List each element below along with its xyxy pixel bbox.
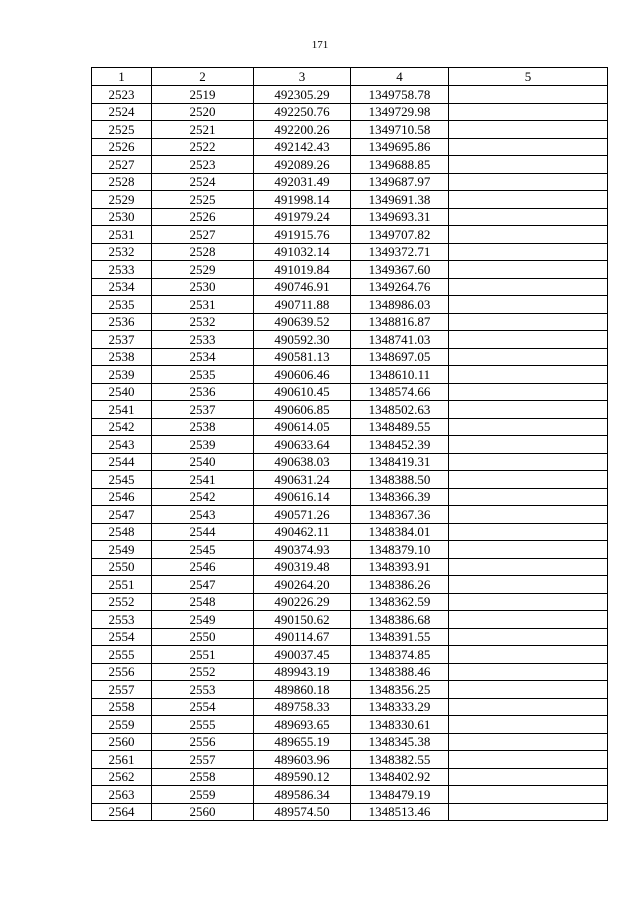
table-cell-col-3: 490592.30 <box>254 331 351 349</box>
table-row <box>92 471 608 489</box>
table-row <box>92 261 608 279</box>
table-row <box>92 208 608 226</box>
table-cell-col-1: 2527 <box>92 156 152 174</box>
table-cell-col-3: 491032.14 <box>254 243 351 261</box>
table-body <box>92 86 608 821</box>
table-cell-col-3: 490374.93 <box>254 541 351 559</box>
table-cell-col-4: 1348452.39 <box>351 436 449 454</box>
table-cell-col-4: 1348502.63 <box>351 401 449 419</box>
table-row <box>92 453 608 471</box>
table-row <box>92 751 608 769</box>
table-cell-col-5 <box>449 576 608 594</box>
table-cell-col-3: 490114.67 <box>254 628 351 646</box>
table-cell-col-5 <box>449 716 608 734</box>
table-cell-col-3: 490606.46 <box>254 366 351 384</box>
table-row <box>92 138 608 156</box>
table-cell-col-4: 1348513.46 <box>351 803 449 821</box>
table-cell-col-2: 2557 <box>152 751 254 769</box>
table-cell-col-1: 2559 <box>92 716 152 734</box>
table-row <box>92 628 608 646</box>
table-row <box>92 611 608 629</box>
table-cell-col-2: 2551 <box>152 646 254 664</box>
table-cell-col-2: 2558 <box>152 768 254 786</box>
table-cell-col-3: 489590.12 <box>254 768 351 786</box>
table-row <box>92 401 608 419</box>
table-cell-col-4: 1349688.85 <box>351 156 449 174</box>
table-cell-col-3: 489586.34 <box>254 786 351 804</box>
table-cell-col-1: 2529 <box>92 191 152 209</box>
table-cell-col-5 <box>449 628 608 646</box>
table-cell-col-1: 2541 <box>92 401 152 419</box>
table-cell-col-3: 490037.45 <box>254 646 351 664</box>
table-cell-col-2: 2556 <box>152 733 254 751</box>
table-row <box>92 383 608 401</box>
table-cell-col-3: 491915.76 <box>254 226 351 244</box>
table-cell-col-5 <box>449 348 608 366</box>
table-cell-col-3: 489655.19 <box>254 733 351 751</box>
table-cell-col-1: 2556 <box>92 663 152 681</box>
table-cell-col-1: 2537 <box>92 331 152 349</box>
table-cell-col-4: 1349367.60 <box>351 261 449 279</box>
table-cell-col-4: 1348402.92 <box>351 768 449 786</box>
table-cell-col-4: 1348366.39 <box>351 488 449 506</box>
table-cell-col-3: 492305.29 <box>254 86 351 104</box>
table-cell-col-5 <box>449 226 608 244</box>
table-cell-col-2: 2550 <box>152 628 254 646</box>
column-header-2: 2 <box>152 68 254 86</box>
table-cell-col-2: 2531 <box>152 296 254 314</box>
table-cell-col-5 <box>449 243 608 261</box>
table-cell-col-3: 492200.26 <box>254 121 351 139</box>
table-cell-col-3: 492250.76 <box>254 103 351 121</box>
table-cell-col-2: 2528 <box>152 243 254 261</box>
table-cell-col-1: 2557 <box>92 681 152 699</box>
table-cell-col-4: 1348384.01 <box>351 523 449 541</box>
table-row <box>92 366 608 384</box>
table-row <box>92 681 608 699</box>
table-row <box>92 488 608 506</box>
table-cell-col-2: 2535 <box>152 366 254 384</box>
table-row <box>92 86 608 104</box>
table-cell-col-1: 2558 <box>92 698 152 716</box>
table-cell-col-3: 489574.50 <box>254 803 351 821</box>
table-row <box>92 418 608 436</box>
table-row <box>92 173 608 191</box>
table-cell-col-2: 2549 <box>152 611 254 629</box>
table-cell-col-3: 492142.43 <box>254 138 351 156</box>
table-cell-col-1: 2540 <box>92 383 152 401</box>
table-cell-col-5 <box>449 768 608 786</box>
column-header-4: 4 <box>351 68 449 86</box>
table-cell-col-1: 2564 <box>92 803 152 821</box>
table-cell-col-3: 489693.65 <box>254 716 351 734</box>
table-row <box>92 523 608 541</box>
table-cell-col-2: 2543 <box>152 506 254 524</box>
table-cell-col-4: 1348388.46 <box>351 663 449 681</box>
table-cell-col-4: 1348986.03 <box>351 296 449 314</box>
table-cell-col-3: 490711.88 <box>254 296 351 314</box>
table-cell-col-2: 2536 <box>152 383 254 401</box>
table-cell-col-4: 1348816.87 <box>351 313 449 331</box>
table-cell-col-1: 2532 <box>92 243 152 261</box>
table-cell-col-2: 2537 <box>152 401 254 419</box>
table-cell-col-4: 1349695.86 <box>351 138 449 156</box>
column-header-3: 3 <box>254 68 351 86</box>
table-cell-col-4: 1348479.19 <box>351 786 449 804</box>
table-cell-col-2: 2545 <box>152 541 254 559</box>
table-cell-col-1: 2560 <box>92 733 152 751</box>
table-cell-col-1: 2523 <box>92 86 152 104</box>
table-cell-col-4: 1348386.26 <box>351 576 449 594</box>
table-row <box>92 103 608 121</box>
table-cell-col-4: 1348574.66 <box>351 383 449 401</box>
table-cell-col-4: 1348374.85 <box>351 646 449 664</box>
table-row <box>92 191 608 209</box>
table-cell-col-5 <box>449 261 608 279</box>
table-cell-col-4: 1348419.31 <box>351 453 449 471</box>
table-cell-col-2: 2529 <box>152 261 254 279</box>
table-cell-col-5 <box>449 541 608 559</box>
table-cell-col-4: 1348333.29 <box>351 698 449 716</box>
table-cell-col-3: 490610.45 <box>254 383 351 401</box>
table-cell-col-1: 2543 <box>92 436 152 454</box>
table-cell-col-5 <box>449 751 608 769</box>
table-cell-col-5 <box>449 698 608 716</box>
table-cell-col-3: 492089.26 <box>254 156 351 174</box>
table-cell-col-4: 1348330.61 <box>351 716 449 734</box>
table-cell-col-2: 2532 <box>152 313 254 331</box>
table-row <box>92 243 608 261</box>
table-cell-col-2: 2527 <box>152 226 254 244</box>
table-cell-col-1: 2562 <box>92 768 152 786</box>
table-cell-col-2: 2519 <box>152 86 254 104</box>
table-cell-col-3: 489758.33 <box>254 698 351 716</box>
table-cell-col-1: 2524 <box>92 103 152 121</box>
table-cell-col-4: 1349729.98 <box>351 103 449 121</box>
table-cell-col-4: 1349710.58 <box>351 121 449 139</box>
table-cell-col-5 <box>449 401 608 419</box>
table-cell-col-2: 2534 <box>152 348 254 366</box>
table-cell-col-4: 1348697.05 <box>351 348 449 366</box>
table-cell-col-2: 2530 <box>152 278 254 296</box>
table-cell-col-1: 2561 <box>92 751 152 769</box>
table-cell-col-5 <box>449 593 608 611</box>
table-cell-col-5 <box>449 86 608 104</box>
table-cell-col-3: 490606.85 <box>254 401 351 419</box>
table-cell-col-5 <box>449 733 608 751</box>
table-cell-col-1: 2553 <box>92 611 152 629</box>
table-row <box>92 646 608 664</box>
table-cell-col-5 <box>449 331 608 349</box>
table-cell-col-4: 1348356.25 <box>351 681 449 699</box>
table-cell-col-1: 2546 <box>92 488 152 506</box>
table-cell-col-3: 490319.48 <box>254 558 351 576</box>
table-row <box>92 506 608 524</box>
table-cell-col-3: 489943.19 <box>254 663 351 681</box>
table-cell-col-2: 2541 <box>152 471 254 489</box>
table-cell-col-2: 2539 <box>152 436 254 454</box>
table-row <box>92 226 608 244</box>
table-cell-col-1: 2544 <box>92 453 152 471</box>
table-cell-col-2: 2522 <box>152 138 254 156</box>
table-cell-col-1: 2539 <box>92 366 152 384</box>
table-cell-col-1: 2528 <box>92 173 152 191</box>
table-cell-col-3: 492031.49 <box>254 173 351 191</box>
table-row <box>92 331 608 349</box>
table-row <box>92 663 608 681</box>
table-row <box>92 313 608 331</box>
table-cell-col-3: 490150.62 <box>254 611 351 629</box>
table-cell-col-4: 1348388.50 <box>351 471 449 489</box>
table-cell-col-5 <box>449 803 608 821</box>
table-cell-col-1: 2563 <box>92 786 152 804</box>
table-cell-col-4: 1348367.36 <box>351 506 449 524</box>
table-row <box>92 698 608 716</box>
table-cell-col-1: 2526 <box>92 138 152 156</box>
table-cell-col-5 <box>449 191 608 209</box>
table-cell-col-5 <box>449 121 608 139</box>
table-cell-col-5 <box>449 471 608 489</box>
table-cell-col-2: 2555 <box>152 716 254 734</box>
table-cell-col-1: 2550 <box>92 558 152 576</box>
table-cell-col-5 <box>449 453 608 471</box>
table-cell-col-3: 490571.26 <box>254 506 351 524</box>
table-cell-col-5 <box>449 313 608 331</box>
table-cell-col-2: 2525 <box>152 191 254 209</box>
table-cell-col-1: 2535 <box>92 296 152 314</box>
column-header-5: 5 <box>449 68 608 86</box>
table-cell-col-2: 2520 <box>152 103 254 121</box>
table-cell-col-5 <box>449 558 608 576</box>
table-cell-col-2: 2554 <box>152 698 254 716</box>
table-cell-col-5 <box>449 663 608 681</box>
table-cell-col-3: 490746.91 <box>254 278 351 296</box>
table-cell-col-2: 2559 <box>152 786 254 804</box>
table-cell-col-5 <box>449 646 608 664</box>
table-cell-col-1: 2552 <box>92 593 152 611</box>
table-cell-col-3: 490633.64 <box>254 436 351 454</box>
table-cell-col-4: 1348379.10 <box>351 541 449 559</box>
table-cell-col-3: 490639.52 <box>254 313 351 331</box>
table-cell-col-3: 490616.14 <box>254 488 351 506</box>
table-cell-col-1: 2551 <box>92 576 152 594</box>
table-cell-col-4: 1348610.11 <box>351 366 449 384</box>
table-cell-col-4: 1348741.03 <box>351 331 449 349</box>
table-cell-col-4: 1349758.78 <box>351 86 449 104</box>
table-row <box>92 593 608 611</box>
table-cell-col-3: 489603.96 <box>254 751 351 769</box>
table-cell-col-5 <box>449 208 608 226</box>
table-row <box>92 296 608 314</box>
table-cell-col-2: 2546 <box>152 558 254 576</box>
table-cell-col-4: 1349693.31 <box>351 208 449 226</box>
table-row <box>92 786 608 804</box>
table-cell-col-1: 2538 <box>92 348 152 366</box>
table-cell-col-3: 490226.29 <box>254 593 351 611</box>
table-cell-col-3: 491979.24 <box>254 208 351 226</box>
table-cell-col-1: 2531 <box>92 226 152 244</box>
table-cell-col-3: 491019.84 <box>254 261 351 279</box>
table-cell-col-1: 2547 <box>92 506 152 524</box>
table-cell-col-1: 2533 <box>92 261 152 279</box>
table-cell-col-4: 1348489.55 <box>351 418 449 436</box>
table-cell-col-5 <box>449 278 608 296</box>
table-cell-col-5 <box>449 156 608 174</box>
table-cell-col-5 <box>449 296 608 314</box>
table-cell-col-5 <box>449 488 608 506</box>
table-cell-col-5 <box>449 506 608 524</box>
table-cell-col-1: 2536 <box>92 313 152 331</box>
table-cell-col-3: 491998.14 <box>254 191 351 209</box>
table-cell-col-2: 2542 <box>152 488 254 506</box>
table-cell-col-1: 2525 <box>92 121 152 139</box>
table-cell-col-1: 2555 <box>92 646 152 664</box>
table-cell-col-4: 1349707.82 <box>351 226 449 244</box>
table-row <box>92 541 608 559</box>
table-row <box>92 436 608 454</box>
table-cell-col-5 <box>449 173 608 191</box>
table-cell-col-4: 1348345.38 <box>351 733 449 751</box>
table-cell-col-3: 489860.18 <box>254 681 351 699</box>
table-cell-col-4: 1349264.76 <box>351 278 449 296</box>
table-row <box>92 156 608 174</box>
table-cell-col-2: 2548 <box>152 593 254 611</box>
table-cell-col-1: 2554 <box>92 628 152 646</box>
table-row <box>92 121 608 139</box>
table-cell-col-4: 1349372.71 <box>351 243 449 261</box>
table-header-row <box>92 68 608 86</box>
table-row <box>92 278 608 296</box>
table-cell-col-1: 2534 <box>92 278 152 296</box>
table-row <box>92 733 608 751</box>
table-row <box>92 576 608 594</box>
table-cell-col-4: 1348362.59 <box>351 593 449 611</box>
table-cell-col-1: 2530 <box>92 208 152 226</box>
table-cell-col-5 <box>449 436 608 454</box>
table-cell-col-2: 2524 <box>152 173 254 191</box>
table-cell-col-1: 2542 <box>92 418 152 436</box>
table-row <box>92 348 608 366</box>
table-cell-col-4: 1348382.55 <box>351 751 449 769</box>
table-cell-col-5 <box>449 418 608 436</box>
table-cell-col-5 <box>449 103 608 121</box>
table-cell-col-3: 490631.24 <box>254 471 351 489</box>
table-cell-col-4: 1349691.38 <box>351 191 449 209</box>
table-row <box>92 558 608 576</box>
table-cell-col-2: 2538 <box>152 418 254 436</box>
table-cell-col-2: 2521 <box>152 121 254 139</box>
table-cell-col-3: 490264.20 <box>254 576 351 594</box>
table-cell-col-2: 2547 <box>152 576 254 594</box>
table-cell-col-4: 1348386.68 <box>351 611 449 629</box>
table-cell-col-2: 2523 <box>152 156 254 174</box>
table-cell-col-5 <box>449 138 608 156</box>
page-number: 171 <box>311 39 329 51</box>
table-cell-col-2: 2544 <box>152 523 254 541</box>
table-cell-col-4: 1348393.91 <box>351 558 449 576</box>
table-cell-col-2: 2533 <box>152 331 254 349</box>
table-cell-col-3: 490614.05 <box>254 418 351 436</box>
table-row <box>92 768 608 786</box>
table-cell-col-2: 2540 <box>152 453 254 471</box>
table-cell-col-1: 2549 <box>92 541 152 559</box>
table-cell-col-5 <box>449 366 608 384</box>
table-cell-col-5 <box>449 681 608 699</box>
table-row <box>92 716 608 734</box>
coordinates-table <box>91 67 608 821</box>
table-cell-col-3: 490581.13 <box>254 348 351 366</box>
column-header-1: 1 <box>92 68 152 86</box>
table-cell-col-3: 490462.11 <box>254 523 351 541</box>
table-cell-col-1: 2548 <box>92 523 152 541</box>
table-cell-col-4: 1349687.97 <box>351 173 449 191</box>
table-cell-col-5 <box>449 786 608 804</box>
table-cell-col-5 <box>449 611 608 629</box>
table-cell-col-5 <box>449 523 608 541</box>
table-cell-col-2: 2560 <box>152 803 254 821</box>
table-cell-col-1: 2545 <box>92 471 152 489</box>
table-row <box>92 803 608 821</box>
table-cell-col-2: 2552 <box>152 663 254 681</box>
table-cell-col-5 <box>449 383 608 401</box>
table-cell-col-2: 2526 <box>152 208 254 226</box>
table-cell-col-3: 490638.03 <box>254 453 351 471</box>
table-cell-col-2: 2553 <box>152 681 254 699</box>
table-cell-col-4: 1348391.55 <box>351 628 449 646</box>
